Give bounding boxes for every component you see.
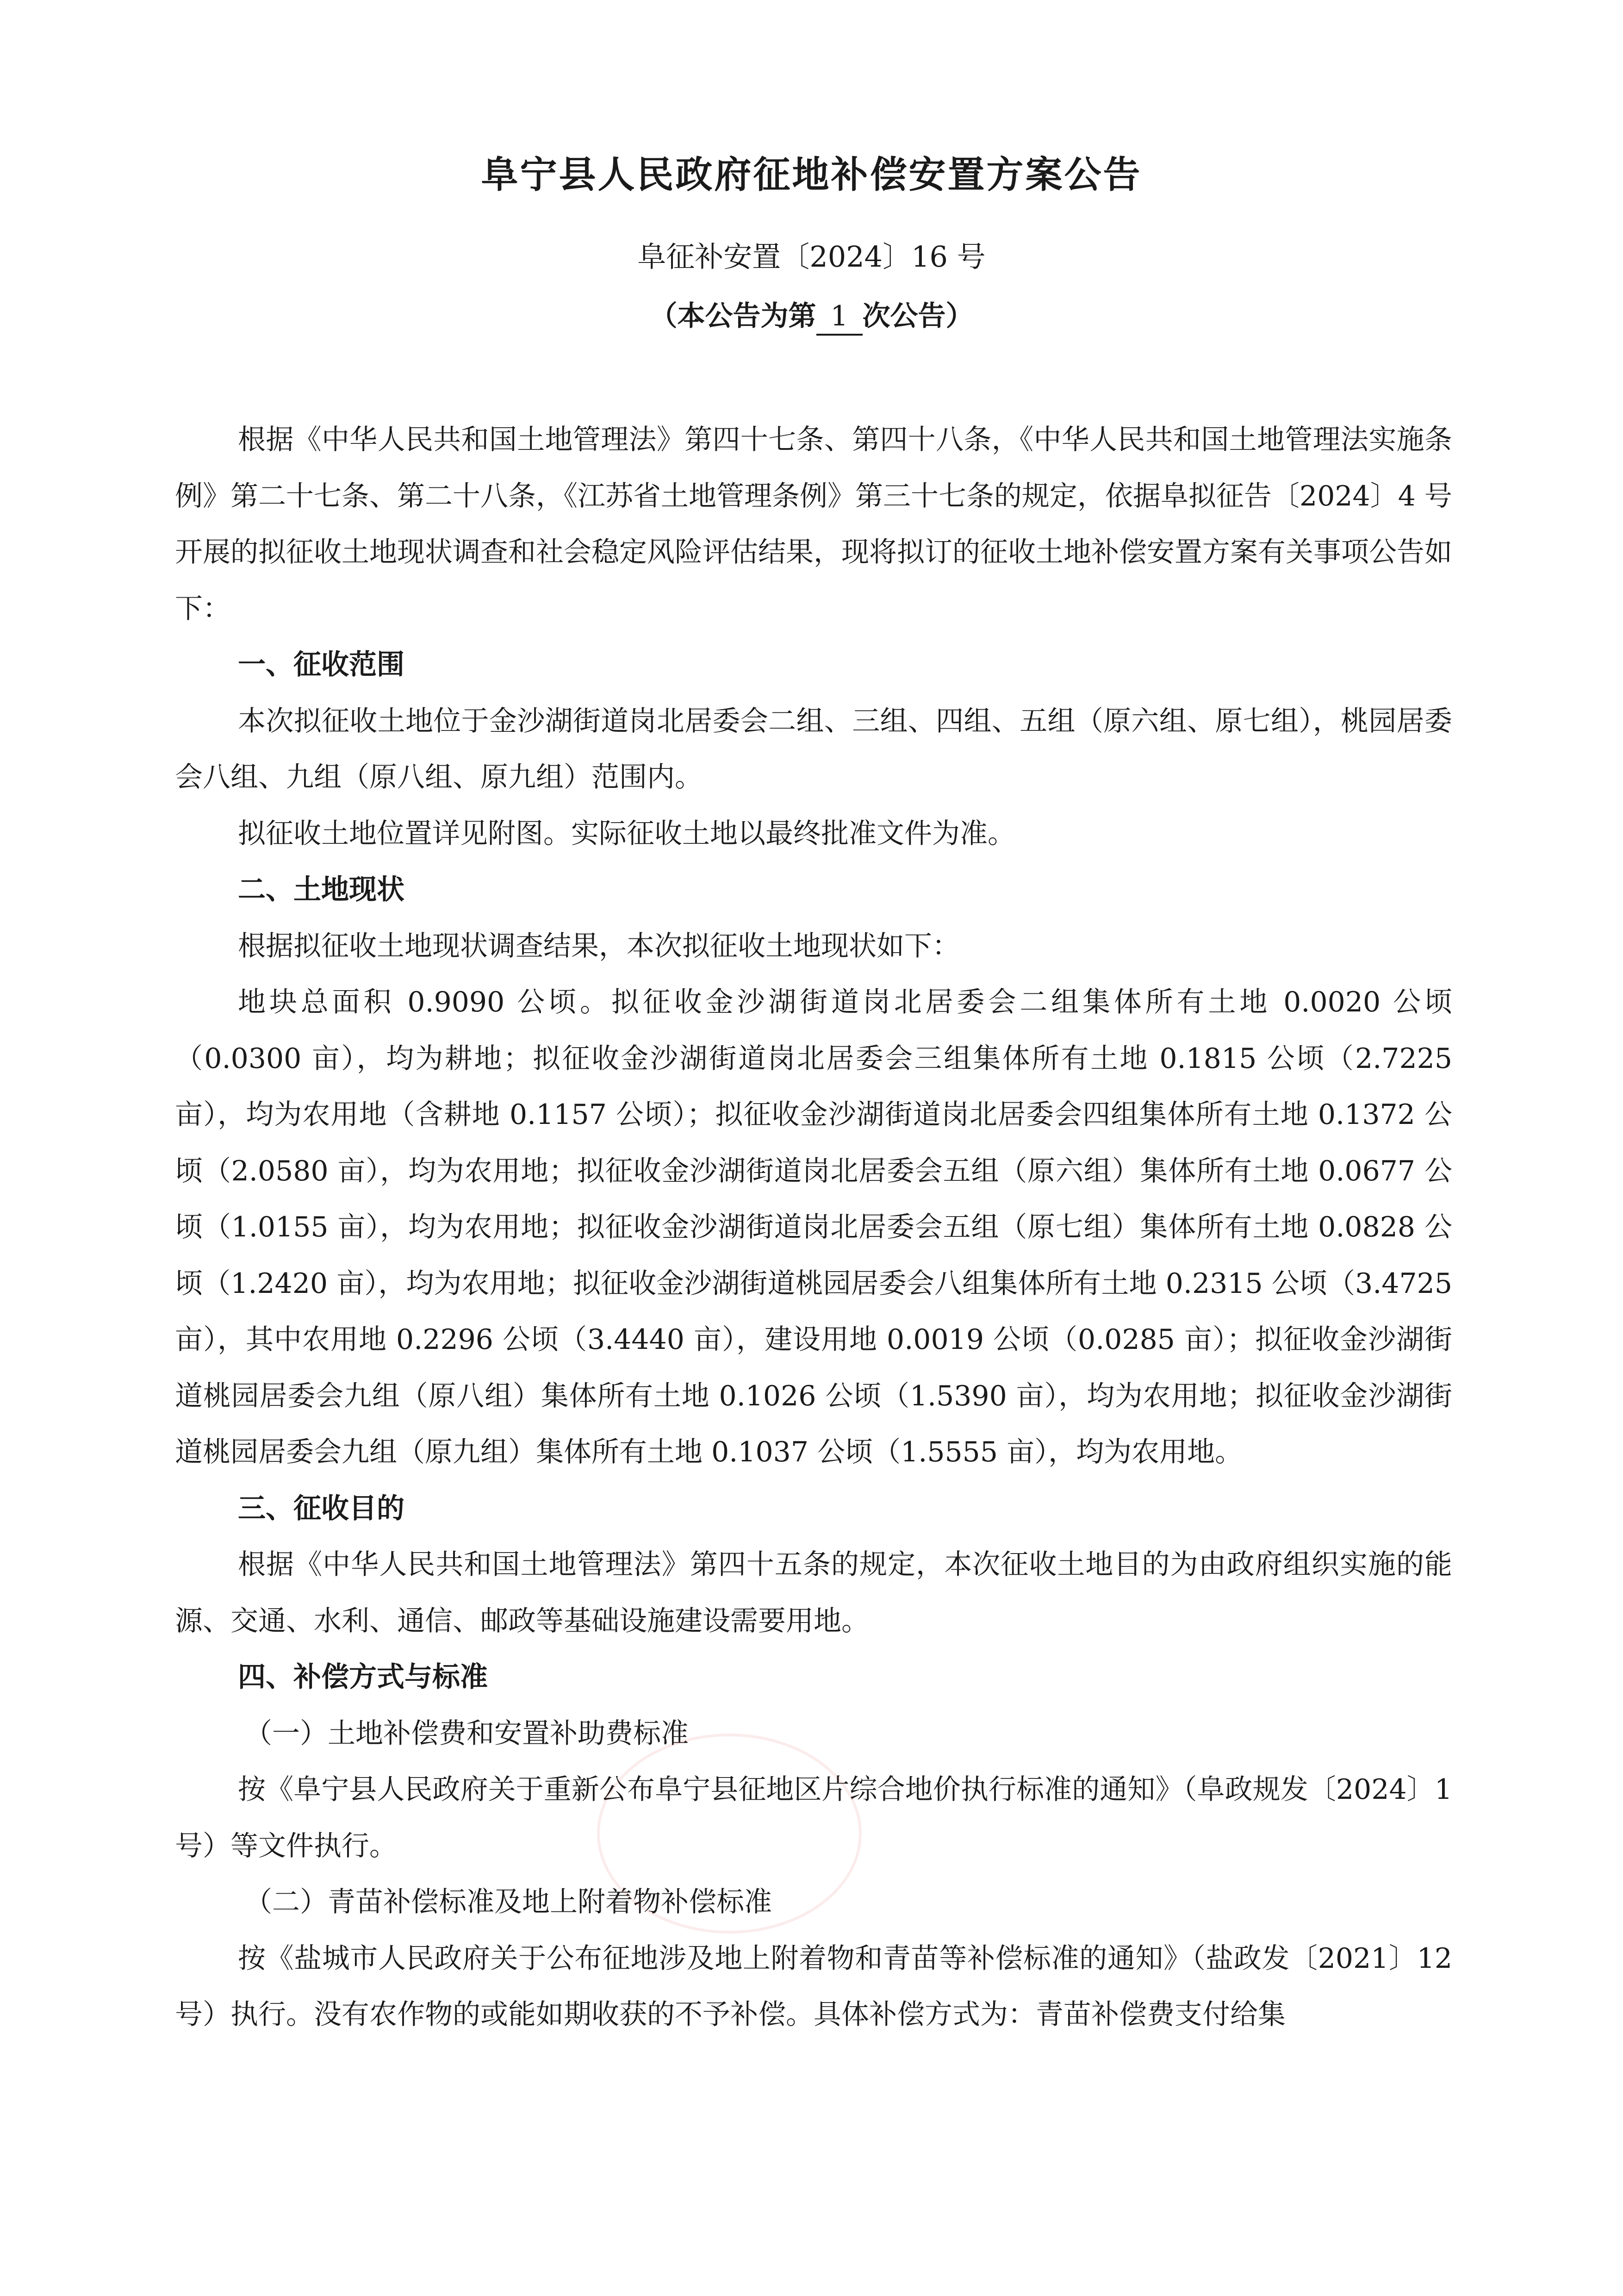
subsection-heading: （二）青苗补偿标准及地上附着物补偿标准: [244, 1886, 772, 1918]
body-paragraph: 地块总面积 0.9090 公顷。拟征收金沙湖街道岗北居委会二组集体所有土地 0.0020 公顷（0.0300 亩），均为耕地；拟征收金沙湖街道岗北居委会三组集体所有土地 0.1815 公顷（2.7225 亩），均为农用地（含耕地 0.1157 公顷）；拟征收金沙湖街道岗北居委会四组集体所有土地 0.1372 公顷（2.0580 亩），均为农用地；拟征收金沙湖街道岗北居委会五组（原六组）集体所有土地 0.0677 公顷（1.0155 亩），均为农用地；拟征收金沙湖街道岗北居委会五组（原七组）集体所有土地 0.0828 公顷（1.2420 亩），均为农用地；拟征收金沙湖街道桃园居委会八组集体所有土地 0.2315 公顷（3.4725 亩），其中农用地 0.2296 公顷（3.4440 亩），建设用地 0.0019 公顷（0.0285 亩）；拟征收金沙湖街道桃园居委会九组（原八组）集体所有土地 0.1026 公顷（1.5390 亩），均为农用地；拟征收金沙湖街道桃园居委会九组（原九组）集体所有土地 0.1037 公顷（1.5555 亩），均为农用地。: [175, 986, 1452, 1468]
body-paragraph: 按《阜宁县人民政府关于重新公布阜宁县征地区片综合地价执行标准的通知》（阜政规发〔2024〕1 号）等文件执行。: [175, 1773, 1452, 1862]
notice-line: [0, 295, 1623, 337]
body-paragraph: 本次拟征收土地位于金沙湖街道岗北居委会二组、三组、四组、五组（原六组、原七组），桃园居委会八组、九组（原八组、原九组）范围内。: [175, 705, 1452, 793]
document-title: 阜宁县人民政府征地补偿安置方案公告: [481, 153, 1142, 196]
section-heading: 一、征收范围: [238, 649, 404, 681]
document-body: [175, 412, 1452, 2043]
section-heading: 三、征收目的: [238, 1492, 404, 1525]
notice-suffix: 次公告）: [862, 300, 974, 332]
notice-number: 1: [816, 299, 863, 336]
body-paragraph: 根据《中华人民共和国土地管理法》第四十五条的规定，本次征收土地目的为由政府组织实施的能源、交通、水利、通信、邮政等基础设施建设需要用地。: [175, 1548, 1452, 1637]
document-number: 阜征补安置〔2024〕16 号: [637, 240, 986, 274]
body-paragraph: 按《盐城市人民政府关于公布征地涉及地上附着物和青苗等补偿标准的通知》（盐政发〔2021〕12 号）执行。没有农作物的或能如期收获的不予补偿。具体补偿方式为：青苗补偿费支付给集: [175, 1942, 1452, 2031]
subsection-heading: （一）土地补偿费和安置补助费标准: [244, 1717, 689, 1750]
notice-prefix: （本公告为第: [649, 300, 816, 332]
section-heading: 四、补偿方式与标准: [238, 1661, 488, 1693]
section-heading: 二、土地现状: [238, 873, 404, 906]
body-paragraph: 根据《中华人民共和国土地管理法》第四十七条、第四十八条，《中华人民共和国土地管理法实施条例》第二十七条、第二十八条，《江苏省土地管理条例》第三十七条的规定，依据阜拟征告〔2024〕4 号开展的拟征收土地现状调查和社会稳定风险评估结果，现将拟订的征收土地补偿安置方案有关事项公告如下：: [175, 424, 1452, 625]
body-paragraph: 拟征收土地位置详见附图。实际征收土地以最终批准文件为准。: [238, 817, 1015, 850]
body-paragraph: 根据拟征收土地现状调查结果，本次拟征收土地现状如下：: [238, 930, 960, 962]
